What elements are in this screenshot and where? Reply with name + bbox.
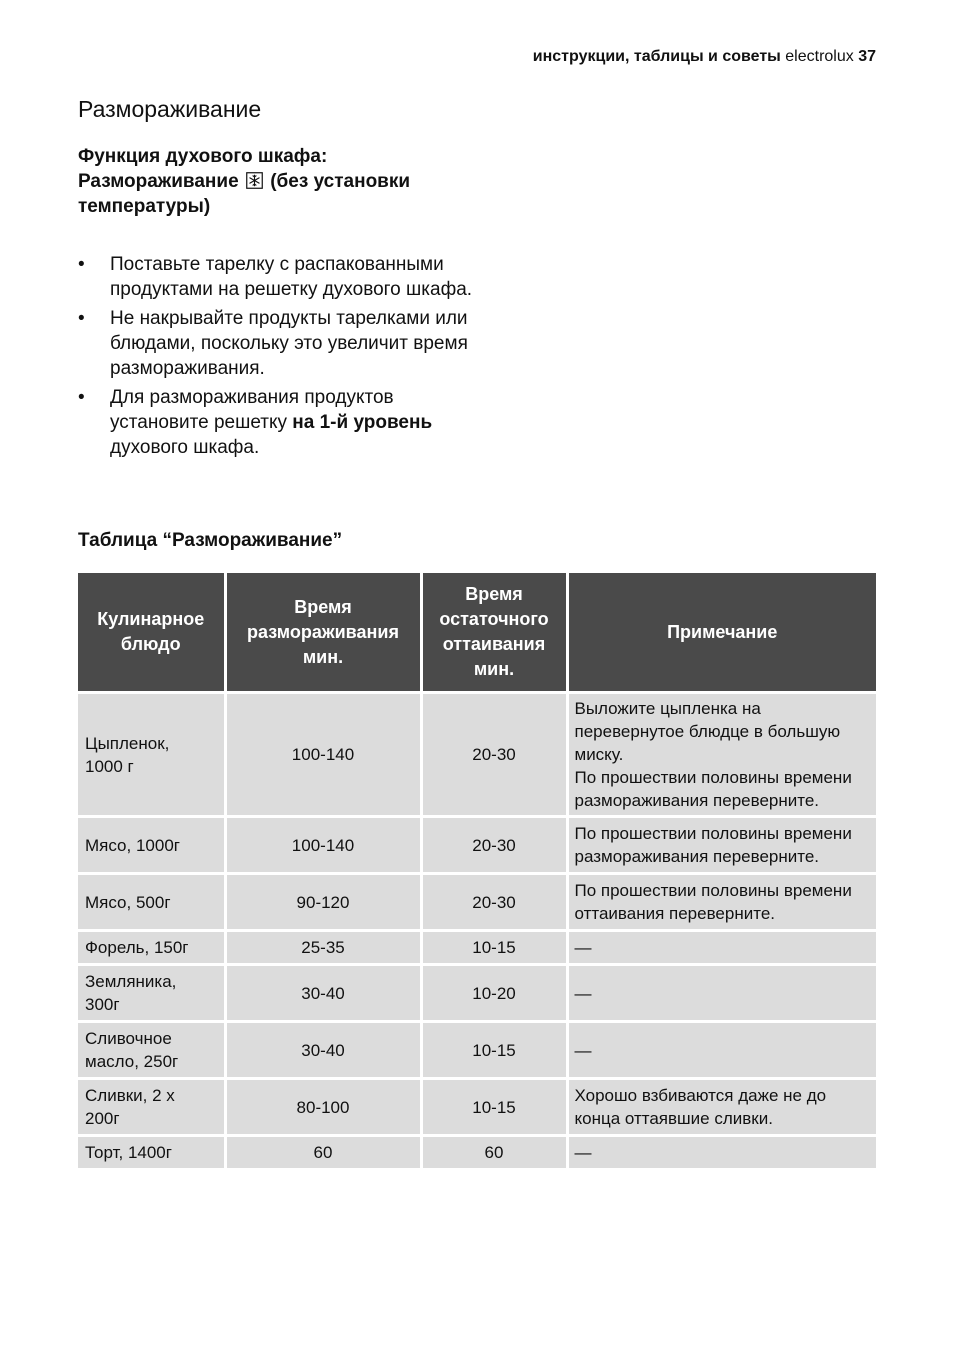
cell-note [567, 817, 876, 874]
header-rest-time [421, 573, 567, 693]
table-row [78, 693, 876, 817]
cell-rest-time: 20-30 [421, 874, 567, 931]
list-item-bold: на 1-й уровень [292, 412, 433, 433]
note-line: По прошествии половины времени размораживания переверните. [574, 768, 852, 810]
function-heading-part1: Функция духового шкафа: Размораживание [78, 146, 328, 192]
cell-defrost-time: 80-100 [225, 1079, 421, 1136]
cell-rest-time: 20-30 [421, 693, 567, 817]
header-section-text: инструкции, таблицы и советы [532, 48, 781, 65]
note-line: Хорошо взбиваются даже не до конца оттаявшие сливки. [574, 1086, 827, 1128]
cell-rest-time: 60 [421, 1136, 567, 1170]
dish-line: Мясо, 500г [85, 892, 171, 912]
function-heading [78, 144, 478, 219]
list-item-text-after: духового шкафа. [110, 437, 260, 458]
header-defrost-time [225, 573, 421, 693]
cell-note [567, 931, 876, 965]
table-row [78, 817, 876, 874]
cell-dish [78, 874, 225, 931]
list-item-text: Поставьте тарелку с распакованными продуктами на решетку духового шкафа. [110, 254, 473, 300]
cell-defrost-time: 30-40 [225, 1022, 421, 1079]
cell-dish [78, 1136, 225, 1170]
cell-note [567, 1136, 876, 1170]
defrost-icon [246, 172, 263, 189]
table-row [78, 1022, 876, 1079]
header-line: Кулинарное [97, 609, 205, 629]
bullet-icon: • [78, 254, 85, 275]
table-title: Таблица “Размораживание” [78, 530, 343, 551]
table-row [78, 965, 876, 1022]
cell-dish [78, 1079, 225, 1136]
cell-rest-time: 10-15 [421, 931, 567, 965]
dish-line: Сливочное [85, 1029, 172, 1048]
cell-rest-time: 10-15 [421, 1079, 567, 1136]
note-line: По прошествии половины времени оттаивания переверните. [574, 881, 852, 923]
bullet-icon: • [78, 387, 85, 408]
cell-note [567, 874, 876, 931]
cell-defrost-time: 30-40 [225, 965, 421, 1022]
dish-line: 300г [85, 995, 120, 1014]
header-dish [78, 573, 225, 693]
list-item [78, 306, 478, 381]
dish-line: Сливки, 2 x [85, 1086, 175, 1105]
table-row [78, 1136, 876, 1170]
cell-dish [78, 817, 225, 874]
table-body [78, 693, 876, 1170]
cell-dish [78, 965, 225, 1022]
page-number: 37 [858, 48, 876, 65]
header-line: блюдо [120, 634, 181, 654]
cell-dish [78, 693, 225, 817]
running-header [533, 48, 876, 66]
header-line: Время [294, 596, 352, 617]
header-line: Время [465, 584, 523, 604]
cell-note [567, 693, 876, 817]
cell-defrost-time: 60 [225, 1136, 421, 1170]
function-heading-part2: (без установки температуры) [78, 171, 411, 217]
table-row [78, 874, 876, 931]
cell-rest-time: 10-20 [421, 965, 567, 1022]
dish-line: Цыпленок, [85, 733, 170, 753]
cell-note [567, 965, 876, 1022]
cell-note [567, 1022, 876, 1079]
dish-line: 1000 г [85, 756, 134, 776]
cell-note [567, 1079, 876, 1136]
note-line: Выложите цыпленка на перевернутое блюдце в большую миску. [574, 699, 841, 764]
note-line: По прошествии половины времени размораживания переверните. [574, 824, 852, 866]
cell-defrost-time: 25-35 [225, 931, 421, 965]
list-item-text: Для размораживания продуктов установите решетку [110, 387, 394, 433]
header-brand: electrolux [785, 48, 854, 65]
section-title: Размораживание [78, 96, 262, 122]
list-item [78, 385, 478, 460]
cell-rest-time: 10-15 [421, 1022, 567, 1079]
note-line: — [574, 1143, 592, 1162]
dish-line: 200г [85, 1109, 120, 1128]
note-line: — [574, 1040, 592, 1060]
header-line: оттаивания [442, 634, 546, 654]
table-row [78, 1079, 876, 1136]
instruction-list [78, 252, 478, 464]
note-line: — [574, 938, 592, 957]
header-line: мин. [473, 659, 515, 679]
cell-defrost-time: 100-140 [225, 817, 421, 874]
bullet-icon: • [78, 308, 85, 329]
dish-line: Форель, 150г [85, 938, 189, 957]
dish-line: Земляника, [85, 972, 177, 991]
cell-defrost-time: 90-120 [225, 874, 421, 931]
defrost-table [78, 573, 876, 1171]
header-line: размораживания [247, 621, 399, 642]
cell-defrost-time: 100-140 [225, 693, 421, 817]
cell-rest-time: 20-30 [421, 817, 567, 874]
dish-line: Торт, 1400г [85, 1143, 172, 1162]
dish-line: Мясо, 1000г [85, 835, 180, 855]
header-line: Примечание [667, 621, 778, 642]
header-line: остаточного [439, 609, 549, 629]
cell-dish [78, 1022, 225, 1079]
header-line: мин. [302, 646, 344, 667]
header-note [567, 573, 876, 693]
list-item-text: Не накрывайте продукты тарелками или блюдами, поскольку это увеличит время размораживания. [110, 308, 468, 379]
table-row [78, 931, 876, 965]
dish-line: масло, 250г [85, 1052, 179, 1071]
cell-dish [78, 931, 225, 965]
table-header-row [78, 573, 876, 693]
note-line: — [574, 983, 592, 1003]
list-item [78, 252, 478, 302]
